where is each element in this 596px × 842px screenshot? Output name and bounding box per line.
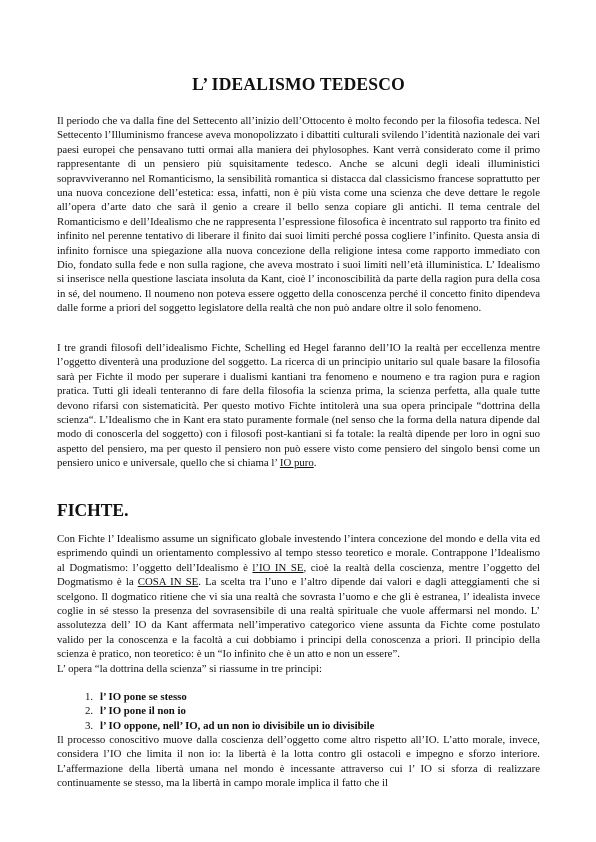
principle-item [85, 719, 374, 733]
fichte-text-a: Con Fichte l’ Idealismo assume un significato globale investendo l’intera concezione del mondo e della vita ed esprimendo quindi un orientamento complessivo al tempo stesso teoretico e morale. Contrappone l’Idealismo al Dogmatismo: l’oggetto dell’Idealismo è [57, 533, 540, 574]
principle-number: 1. [85, 691, 94, 703]
fichte-text-d: L’ opera “la dottrina della scienza” si riassume in tre principi: [57, 662, 323, 675]
fichte-text-b: , cioè la realtà della coscienza, mentre l’oggetto del Dogmatismo è la [57, 561, 540, 589]
intro-paragraph-2-text: I tre grandi filosofi dell’idealismo Fichte, Schelling ed Hegel faranno dell’IO la realtà per eccellenza mentre l’oggetto diventerà una produzione del soggetto. La ricerca di un principio unitario sul quale basare la filosofia sarà per Fichte il modo per superare i dualismi kantiani tra fenomeno e noumeno e tra ragion pura e ragion pratica. Tutti gli ideali tenteranno di fare della filosofia la scienza prima, la scienza perfetta, alla quale tutte devono rifarsi con sistematicità. Per questo motivo Fichte intitolerà una sua opera principale “dottrina della scienza“. L’Idealismo che in Kant era stato puramente formale (nel senso che la forma della natura dipende dal modo di conoscerla del soggetto) con i filosofi post-kantiani si fa totale: la realtà dipende per loro in ogni suo aspetto del pensiero, ma per questo il pensiero non può essere visto come pensiero del singolo bensì come un pensiero unico e universale, quello che si chiama l’ [57, 342, 540, 470]
fichte-text-c: . La scelta tra l’uno e l’altro dipende dai valori e dagli atteggiamenti che si scelgono. Il dogmatico ritiene che vi sia una realtà che sovrasta l’uomo e che gli è estranea, l’ idealista invece coglie in sé stesso la presenza del sovrasensibile di una realtà spirituale che vuole affermarsi nel mondo. L’ assolutezza dell’ IO da Kant affermata nell’imperativo categorico viene assunta da Fichte come postulato valido per la conoscenza e la facoltà a cui dobbiamo i principi della conoscenza a priori. Il principio della scienza è pratico, non teoretico: è un “Io infinito che è un atto e non un essere”. [57, 576, 540, 661]
fichte-paragraph-2: Il processo conoscitivo muove dalla coscienza dell’oggetto come altro rispetto all’IO. L’atto morale, invece, considera l’IO che limita il non io: la libertà è la lotta contro gli ostacoli e impegno e sforzo interiore. L’affermazione della libertà umana nel mondo è incessante attraverso cui l’ IO si sforza di realizzare continuamente se stesso, ma la libertà in campo morale implica il fatto che il [57, 734, 540, 790]
principle-number: 2. [85, 705, 94, 718]
principle-number: 3. [85, 719, 94, 732]
cosa-in-se-underlined: COSA IN SE [137, 576, 199, 589]
io-puro-underlined: IO puro [279, 457, 314, 470]
intro-paragraph-2 [57, 341, 540, 471]
principle-text: l’ IO pone il non io [100, 705, 186, 718]
principle-text: l’ IO pone se stesso [100, 691, 187, 703]
principles-list [85, 690, 374, 733]
io-in-se-underlined: l’IO IN SE [252, 561, 304, 574]
intro-paragraph-2-end: . [313, 457, 317, 470]
fichte-paragraph-1 [57, 532, 540, 676]
page-title: L’ IDEALISMO TEDESCO [192, 74, 405, 94]
intro-paragraph-1: Il periodo che va dalla fine del Settecento all’inizio dell’Ottocento è molto fecondo per la filosofia tedesca. Nel Settecento l’Illuminismo francese aveva monopolizzato i dibattiti culturali svilendo l’identità nazionale dei vari paesi europei che pensavano tutti ormai alla maniera dei phylosophes. Kant verrà considerato come il primo rappresentante di un pensiero più squisitamente tedesco. Anche se alcuni degli ideali illuministici sopravviveranno nel Romanticismo, la sensibilità romantica si distacca dal classicismo francese soprattutto per una nuova concezione dell’estetica: essa, infatti, non è più vista come una scienza che deve dettare le regole all’opera d’arte dato che sarà il genio a creare il bello senza copiare gli antichi. Il tema centrale del Romanticismo e dell’Idealismo che ne rappresenta l’espressione filosofica è incentrato sul rapporto tra finito ed infinito nel perenne tentativo di liberare il finito dai suoi limiti perché possa cogliere l’infinito. Questa ansia di infinito fornisce una spiegazione alla nuova concezione della religione intesa come rapporto immediato con Dio, fondato sulla fede e non sulla ragione, che aveva mostrato i suoi limiti nell’età illuministica. L’ Idealismo si inserisce nella questione lasciata insoluta da Kant, cioè l’ inconoscibilità da parte della ragion pura della cosa in sé, del noumeno. Il noumeno non poteva essere oggetto della conoscenza perché il concetto finito dipendeva dalle forme a priori del soggetto legislatore della realtà che non può andare oltre il solo fenomeno. [57, 115, 540, 315]
principle-item [85, 690, 374, 704]
principle-item [85, 704, 374, 718]
section-heading-fichte: FICHTE. [57, 500, 129, 520]
principle-text: l’ IO oppone, nell’ IO, ad un non io divisibile un io divisibile [100, 719, 375, 732]
